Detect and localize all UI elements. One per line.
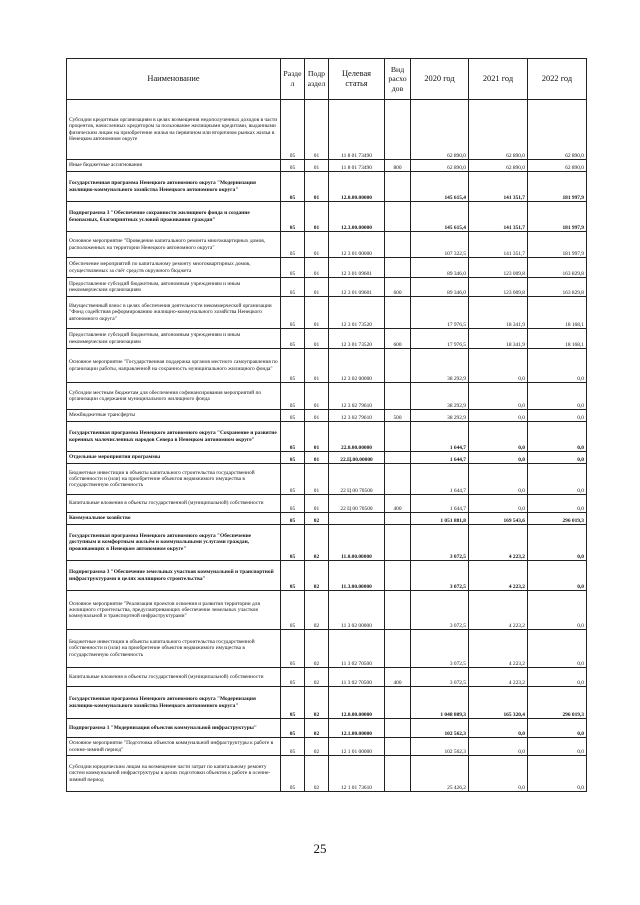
row-value-2021: 18 341,9	[469, 297, 528, 329]
row-subsection: 02	[305, 756, 329, 792]
row-value-2021: 123 009,8	[469, 278, 528, 297]
table-row	[67, 422, 587, 452]
row-name: Государственная программа Ненецкого автономного округа "Сохранение и развитие коренных малочисленных народов Севера в Ненецком автономном округе"	[67, 422, 281, 452]
row-value-2021: 0,0	[469, 410, 528, 422]
row-name: Бюджетные инвестиции в объекты капитального строительства государственной собственности и (или) на приобретение объектов недвижимого имущества в государственную собственность	[67, 630, 281, 668]
row-value-2021: 0,0	[469, 719, 528, 738]
row-value-2022: 181 997,9	[528, 172, 587, 202]
row-target-article: 12 3 01 73520	[329, 329, 385, 349]
row-target-article: 12 3 01 09601	[329, 278, 385, 297]
row-value-2022: 62 890,0	[528, 160, 587, 172]
row-expense-type	[385, 561, 411, 591]
row-value-2020: 17 976,5	[411, 297, 469, 329]
row-value-2020: 1 644,7	[411, 452, 469, 464]
row-value-2020: 3 072,5	[411, 591, 469, 630]
row-subsection: 01	[305, 100, 329, 160]
row-target-article: 12.1.00.00000	[329, 719, 385, 738]
row-value-2021: 0,0	[469, 349, 528, 383]
row-value-2022: 0,0	[528, 452, 587, 464]
row-expense-type	[385, 383, 411, 410]
row-value-2022: 0,0	[528, 668, 587, 687]
row-section: 05	[281, 668, 305, 687]
row-name: Имущественный взнос в целях обеспечения деятельности некоммерческой организации "Фонд содействия реформированию жилищно-коммунального хозяйства Ненецкого автономного округа"	[67, 297, 281, 329]
row-value-2021: 62 890,0	[469, 100, 528, 160]
row-subsection: 01	[305, 258, 329, 278]
row-target-article: 22 Ц 00 70500	[329, 464, 385, 495]
row-value-2021: 0,0	[469, 422, 528, 452]
row-subsection: 02	[305, 687, 329, 719]
row-value-2020: 38 292,9	[411, 349, 469, 383]
row-value-2021: 123 009,8	[469, 258, 528, 278]
row-value-2022: 0,0	[528, 464, 587, 495]
row-value-2022: 62 890,0	[528, 100, 587, 160]
row-expense-type	[385, 232, 411, 258]
row-target-article: 11.3.00.00000	[329, 561, 385, 591]
table-row	[67, 297, 587, 329]
table-row	[67, 329, 587, 349]
row-expense-type	[385, 738, 411, 756]
table-row	[67, 278, 587, 297]
row-subsection: 01	[305, 172, 329, 202]
row-value-2022: 18 168,1	[528, 329, 587, 349]
header-row	[67, 59, 587, 100]
row-value-2021: 0,0	[469, 383, 528, 410]
row-subsection: 01	[305, 349, 329, 383]
row-name: Предоставление субсидий бюджетным, автономным учреждениям и иным некоммерческим организациям	[67, 329, 281, 349]
row-section: 05	[281, 232, 305, 258]
header-expense-type: Вид расхо дов	[385, 59, 411, 100]
row-section: 05	[281, 160, 305, 172]
row-target-article: 12 3 01 09601	[329, 258, 385, 278]
header-year-2020: 2020 год	[411, 59, 469, 100]
row-expense-type	[385, 756, 411, 792]
row-section: 05	[281, 513, 305, 525]
table-body	[67, 100, 587, 792]
row-subsection: 01	[305, 464, 329, 495]
table-row	[67, 258, 587, 278]
row-value-2022: 163 829,8	[528, 258, 587, 278]
row-target-article: 12.0.00.00000	[329, 687, 385, 719]
row-value-2022: 0,0	[528, 630, 587, 668]
row-name: Подпрограмма 3 "Обеспечение сохранности жилищного фонда и создание безопасных, благоприятных условий проживания граждан"	[67, 202, 281, 232]
row-expense-type	[385, 258, 411, 278]
table-row	[67, 495, 587, 513]
row-subsection: 02	[305, 561, 329, 591]
table-row	[67, 232, 587, 258]
row-section: 05	[281, 738, 305, 756]
row-name: Субсидии юридическим лицам на возмещение части затрат по капитальному ремонту систем коммунальной инфраструктуры в целях подготовки объектов к работе в осенне-зимний период	[67, 756, 281, 792]
row-name: Капитальные вложения в объекты государственной (муниципальной) собственности	[67, 495, 281, 513]
table-row	[67, 630, 587, 668]
row-expense-type	[385, 464, 411, 495]
row-target-article: 12 3 02 79610	[329, 410, 385, 422]
row-name: Бюджетные инвестиции в объекты капитального строительства государственной собственности и (или) на приобретение объектов недвижимого имущества в государственную собственность	[67, 464, 281, 495]
row-target-article: 11.0.00.00000	[329, 525, 385, 561]
row-value-2022: 0,0	[528, 561, 587, 591]
table-row	[67, 100, 587, 160]
row-value-2022: 0,0	[528, 495, 587, 513]
row-value-2022: 163 829,8	[528, 278, 587, 297]
row-target-article: 12 1 01 73610	[329, 756, 385, 792]
row-value-2020: 1 048 809,3	[411, 687, 469, 719]
header-section: Разде л	[281, 59, 305, 100]
row-value-2020: 102 562,3	[411, 738, 469, 756]
row-expense-type: 600	[385, 278, 411, 297]
row-target-article: 11 3 02 70500	[329, 630, 385, 668]
row-expense-type	[385, 525, 411, 561]
row-value-2020: 1 644,7	[411, 422, 469, 452]
budget-table	[66, 58, 587, 792]
row-subsection: 01	[305, 329, 329, 349]
row-expense-type: 500	[385, 410, 411, 422]
row-value-2022: 0,0	[528, 738, 587, 756]
row-value-2021: 18 341,9	[469, 329, 528, 349]
row-value-2021: 0,0	[469, 495, 528, 513]
row-value-2022: 0,0	[528, 410, 587, 422]
row-section: 05	[281, 452, 305, 464]
table-row	[67, 525, 587, 561]
row-expense-type	[385, 422, 411, 452]
table-row	[67, 738, 587, 756]
row-value-2021: 4 223,2	[469, 591, 528, 630]
table-row	[67, 349, 587, 383]
row-expense-type	[385, 591, 411, 630]
row-value-2021: 0,0	[469, 756, 528, 792]
row-value-2020: 1 644,7	[411, 464, 469, 495]
table-row	[67, 172, 587, 202]
row-subsection: 01	[305, 160, 329, 172]
row-value-2022: 181 997,9	[528, 202, 587, 232]
row-expense-type: 400	[385, 668, 411, 687]
row-target-article: 11 8 01 73490	[329, 100, 385, 160]
row-value-2022: 296 019,3	[528, 687, 587, 719]
row-target-article: 22.0.00.00000	[329, 422, 385, 452]
page-number: 25	[313, 841, 327, 856]
row-expense-type	[385, 513, 411, 525]
row-value-2021: 141 351,7	[469, 172, 528, 202]
row-value-2022: 0,0	[528, 719, 587, 738]
row-value-2022: 0,0	[528, 525, 587, 561]
row-section: 05	[281, 329, 305, 349]
row-value-2022: 0,0	[528, 591, 587, 630]
row-section: 05	[281, 422, 305, 452]
table-row	[67, 668, 587, 687]
row-name: Предоставление субсидий бюджетным, автономным учреждениям и иным некоммерческим организациям	[67, 278, 281, 297]
row-name: Основное мероприятие "Проведение капитального ремонта многоквартирных домов, расположенных на территории Ненецкого автономного округа"	[67, 232, 281, 258]
row-section: 05	[281, 756, 305, 792]
row-target-article	[329, 513, 385, 525]
row-subsection: 02	[305, 668, 329, 687]
row-name: Основное мероприятие "Государственная поддержка органов местного самоуправления по организации работы, направленной на сохранность муниципального жилищного фонда"	[67, 349, 281, 383]
row-subsection: 01	[305, 232, 329, 258]
row-value-2022: 0,0	[528, 349, 587, 383]
row-value-2021: 169 543,6	[469, 513, 528, 525]
row-name: Обеспечение мероприятий по капитальному ремонту многоквартирных домов, осуществляемых за счёт средств окружного бюджета	[67, 258, 281, 278]
row-value-2020: 3 072,5	[411, 525, 469, 561]
table-row	[67, 410, 587, 422]
row-expense-type	[385, 202, 411, 232]
row-name: Основное мероприятие "Реализация проектов освоения и развития территории для жилищного строительства, предусматривающих обеспечение земельных участков коммунальной и транспортной инфраструктурами"	[67, 591, 281, 630]
row-value-2020: 3 072,5	[411, 561, 469, 591]
row-value-2021: 4 223,2	[469, 561, 528, 591]
row-name: Коммунальное хозяйство	[67, 513, 281, 525]
row-value-2022: 18 168,1	[528, 297, 587, 329]
table-row	[67, 160, 587, 172]
row-target-article: 11 8 01 73490	[329, 160, 385, 172]
row-expense-type: 800	[385, 160, 411, 172]
row-subsection: 02	[305, 513, 329, 525]
row-subsection: 02	[305, 738, 329, 756]
row-name: Субсидии местным бюджетам для обеспечения софинансирования мероприятий по организации содержания муниципального жилищного фонда	[67, 383, 281, 410]
row-value-2020: 145 615,4	[411, 202, 469, 232]
row-value-2020: 89 346,0	[411, 278, 469, 297]
row-target-article: 12 1 01 00000	[329, 738, 385, 756]
row-value-2020: 145 615,4	[411, 172, 469, 202]
row-value-2020: 25 426,2	[411, 756, 469, 792]
row-value-2022: 181 997,9	[528, 232, 587, 258]
row-value-2020: 3 072,5	[411, 668, 469, 687]
row-value-2020: 38 292,9	[411, 410, 469, 422]
row-target-article: 11 3 02 00000	[329, 591, 385, 630]
row-value-2020: 38 292,9	[411, 383, 469, 410]
row-name: Субсидии кредитным организациям в целях возмещения недополученных доходов в части процентов, начисленных кредитором за пользование жилищными кредитами, выданными физическим лицам на приобретение жилья на первичном или вторичном рынках жилья в Ненецком автономном округе	[67, 100, 281, 160]
row-subsection: 02	[305, 525, 329, 561]
row-section: 05	[281, 100, 305, 160]
row-target-article: 12 3 01 73520	[329, 297, 385, 329]
row-expense-type	[385, 349, 411, 383]
row-value-2020: 3 072,5	[411, 630, 469, 668]
row-value-2021: 0,0	[469, 738, 528, 756]
row-value-2022: 0,0	[528, 756, 587, 792]
row-section: 05	[281, 258, 305, 278]
row-subsection: 01	[305, 297, 329, 329]
row-value-2022: 296 019,3	[528, 513, 587, 525]
row-value-2021: 165 320,4	[469, 687, 528, 719]
row-section: 05	[281, 349, 305, 383]
row-subsection: 02	[305, 591, 329, 630]
row-value-2020: 62 890,0	[411, 160, 469, 172]
row-section: 05	[281, 202, 305, 232]
row-section: 05	[281, 561, 305, 591]
row-expense-type	[385, 100, 411, 160]
row-name: Государственная программа Ненецкого автономного округа "Модернизация жилищно-коммунального хозяйства Ненецкого автономного округа"	[67, 172, 281, 202]
row-target-article: 22 Ц 00 70500	[329, 495, 385, 513]
row-subsection: 02	[305, 719, 329, 738]
row-target-article: 12.0.00.00000	[329, 172, 385, 202]
table-row	[67, 513, 587, 525]
row-value-2020: 1 051 881,8	[411, 513, 469, 525]
table-row	[67, 452, 587, 464]
row-target-article: 12.3.00.00000	[329, 202, 385, 232]
row-name: Межбюджетные трансферты	[67, 410, 281, 422]
row-subsection: 01	[305, 452, 329, 464]
row-target-article: 11 3 02 70500	[329, 668, 385, 687]
row-section: 05	[281, 591, 305, 630]
row-target-article: 12 3 01 00000	[329, 232, 385, 258]
row-value-2021: 62 890,0	[469, 160, 528, 172]
row-value-2020: 1 644,7	[411, 495, 469, 513]
row-subsection: 02	[305, 630, 329, 668]
row-name: Отдельные мероприятия программы	[67, 452, 281, 464]
header-subsection: Подр аздел	[305, 59, 329, 100]
row-section: 05	[281, 687, 305, 719]
row-name: Государственная программа Ненецкого автономного округа "Модернизация жилищно-коммунального хозяйства Ненецкого автономного округа"	[67, 687, 281, 719]
row-section: 05	[281, 630, 305, 668]
table-row	[67, 756, 587, 792]
row-expense-type	[385, 719, 411, 738]
row-expense-type	[385, 452, 411, 464]
row-section: 05	[281, 297, 305, 329]
row-value-2020: 62 890,0	[411, 100, 469, 160]
table-row	[67, 687, 587, 719]
table-row	[67, 383, 587, 410]
row-section: 05	[281, 495, 305, 513]
row-subsection: 01	[305, 202, 329, 232]
row-value-2022: 0,0	[528, 422, 587, 452]
header-year-2021: 2021 год	[469, 59, 528, 100]
row-value-2021: 0,0	[469, 452, 528, 464]
table-row	[67, 561, 587, 591]
row-value-2020: 107 322,5	[411, 232, 469, 258]
row-subsection: 01	[305, 422, 329, 452]
row-name: Государственная программа Ненецкого автономного округа "Обеспечение доступным и комфортным жильём и коммунальными услугами граждан, проживающих в Ненецком автономном округе"	[67, 525, 281, 561]
row-section: 05	[281, 172, 305, 202]
row-subsection: 01	[305, 383, 329, 410]
row-value-2020: 89 346,0	[411, 258, 469, 278]
row-expense-type: 400	[385, 495, 411, 513]
row-name: Капитальные вложения в объекты государственной (муниципальной) собственности	[67, 668, 281, 687]
row-target-article: 22.Ц.00.00000	[329, 452, 385, 464]
row-subsection: 01	[305, 410, 329, 422]
row-section: 05	[281, 525, 305, 561]
table-row	[67, 464, 587, 495]
row-expense-type	[385, 687, 411, 719]
row-value-2021: 141 351,7	[469, 202, 528, 232]
row-name: Подпрограмма 1 "Модернизация объектов коммунальной инфраструктуры"	[67, 719, 281, 738]
row-target-article: 12 3 02 00000	[329, 349, 385, 383]
header-name: Наименование	[67, 59, 281, 100]
row-expense-type	[385, 630, 411, 668]
row-target-article: 12 3 02 79610	[329, 383, 385, 410]
row-subsection: 01	[305, 495, 329, 513]
row-name: Подпрограмма 3 "Обеспечение земельных участков коммунальной и транспортной инфраструктурами в целях жилищного строительства"	[67, 561, 281, 591]
table-row	[67, 719, 587, 738]
row-subsection: 01	[305, 278, 329, 297]
row-value-2021: 141 351,7	[469, 232, 528, 258]
row-value-2021: 4 223,2	[469, 630, 528, 668]
row-value-2021: 4 223,2	[469, 525, 528, 561]
row-value-2021: 4 223,2	[469, 668, 528, 687]
table-row	[67, 202, 587, 232]
row-value-2022: 0,0	[528, 383, 587, 410]
row-section: 05	[281, 383, 305, 410]
row-expense-type: 600	[385, 329, 411, 349]
row-value-2020: 102 562,3	[411, 719, 469, 738]
row-name: Иные бюджетные ассигнования	[67, 160, 281, 172]
row-expense-type	[385, 297, 411, 329]
header-year-2022: 2022 год	[528, 59, 587, 100]
row-section: 05	[281, 410, 305, 422]
row-value-2021: 0,0	[469, 464, 528, 495]
row-section: 05	[281, 719, 305, 738]
table-row	[67, 591, 587, 630]
header-target-article: Целевая статья	[329, 59, 385, 100]
row-section: 05	[281, 464, 305, 495]
row-expense-type	[385, 172, 411, 202]
row-section: 05	[281, 278, 305, 297]
row-name: Основное мероприятие "Подготовка объектов коммунальной инфраструктуры к работе в осенне-зимний период"	[67, 738, 281, 756]
row-value-2020: 17 976,5	[411, 329, 469, 349]
